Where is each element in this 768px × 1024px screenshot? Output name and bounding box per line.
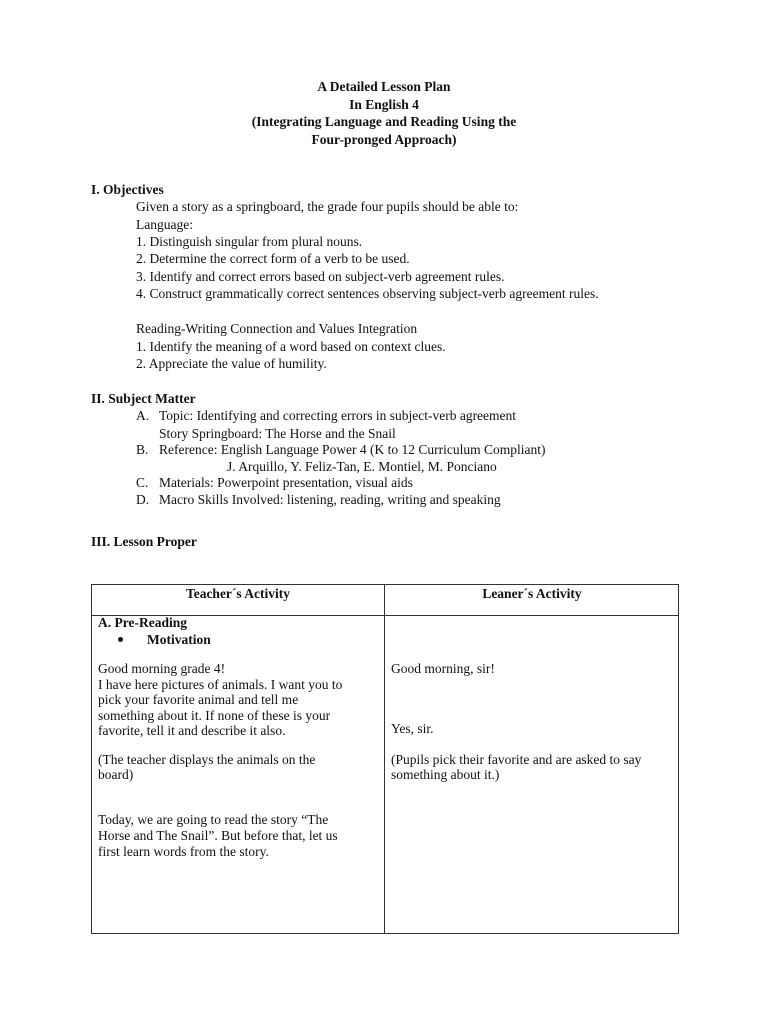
reading-label: Reading-Writing Connection and Values Integration	[136, 321, 418, 336]
teacher-line: Today, we are going to read the story “The	[98, 812, 329, 827]
language-item: 1. Distinguish singular from plural nouns.	[136, 234, 363, 249]
subject-macro-skills: Macro Skills Involved: listening, reading, writing and speaking	[159, 492, 501, 507]
motivation-bullet	[118, 631, 211, 648]
learner-line: something about it.)	[391, 767, 500, 782]
teacher-line: something about it. If none of these is your	[98, 708, 331, 723]
reading-item: 1. Identify the meaning of a word based on context clues.	[136, 339, 446, 354]
table-column-divider	[384, 585, 385, 933]
teacher-line: first learn words from the story.	[98, 844, 269, 859]
bullet-icon	[118, 637, 123, 642]
teacher-line: Horse and The Snail”. But before that, let us	[98, 828, 338, 843]
learner-activity-header-text: Leaner´s Activity	[482, 586, 582, 601]
objectives-intro: Given a story as a springboard, the grade four pupils should be able to:	[136, 199, 519, 214]
subject-materials: Materials: Powerpoint presentation, visual aids	[159, 475, 413, 490]
activity-table	[91, 584, 679, 934]
teacher-line: I have here pictures of animals. I want you to	[98, 677, 343, 692]
language-item: 2. Determine the correct form of a verb to be used.	[136, 251, 410, 266]
list-letter: A.	[136, 408, 150, 423]
title-line-2: In English 4	[349, 96, 419, 112]
teacher-activity-header	[92, 585, 384, 615]
learner-line: Good morning, sir!	[391, 661, 495, 676]
objectives-heading: I. Objectives	[91, 182, 164, 197]
subject-topic: Topic: Identifying and correcting errors in subject-verb agreement	[159, 408, 517, 423]
document-title	[0, 78, 768, 148]
subject-matter-heading: II. Subject Matter	[91, 391, 196, 406]
language-item: 4. Construct grammatically correct sentences observing subject-verb agreement rules.	[136, 286, 599, 301]
list-letter: B.	[136, 442, 149, 457]
learner-line: (Pupils pick their favorite and are asked to say	[391, 752, 642, 767]
subject-reference: Reference: English Language Power 4 (K to 12 Curriculum Compliant)	[159, 442, 546, 457]
language-label: Language:	[136, 217, 193, 232]
teacher-line: board)	[98, 767, 134, 782]
title-line-1: A Detailed Lesson Plan	[317, 79, 451, 94]
title-line-4: Four-pronged Approach)	[311, 131, 457, 147]
language-item: 3. Identify and correct errors based on subject-verb agreement rules.	[136, 269, 505, 284]
learner-line: Yes, sir.	[391, 721, 434, 736]
motivation-label: Motivation	[147, 632, 211, 647]
title-line-3: (Integrating Language and Reading Using the	[251, 114, 517, 129]
learner-activity-header	[385, 585, 679, 615]
teacher-activity-header-text: Teacher´s Activity	[185, 586, 291, 601]
list-letter: C.	[136, 475, 149, 490]
teacher-line: (The teacher displays the animals on the	[98, 752, 316, 767]
subject-reference-authors: J. Arquillo, Y. Feliz-Tan, E. Montiel, M. Ponciano	[227, 459, 497, 474]
teacher-line: Good morning grade 4!	[98, 661, 226, 676]
subject-story-springboard: Story Springboard: The Horse and the Snail	[159, 426, 396, 441]
lesson-proper-heading: III. Lesson Proper	[91, 534, 197, 549]
teacher-line: pick your favorite animal and tell me	[98, 692, 299, 707]
list-letter: D.	[136, 492, 150, 507]
teacher-line: favorite, tell it and describe it also.	[98, 723, 286, 738]
reading-item: 2. Appreciate the value of humility.	[136, 356, 327, 371]
pre-reading-section: A. Pre-Reading	[98, 615, 187, 630]
